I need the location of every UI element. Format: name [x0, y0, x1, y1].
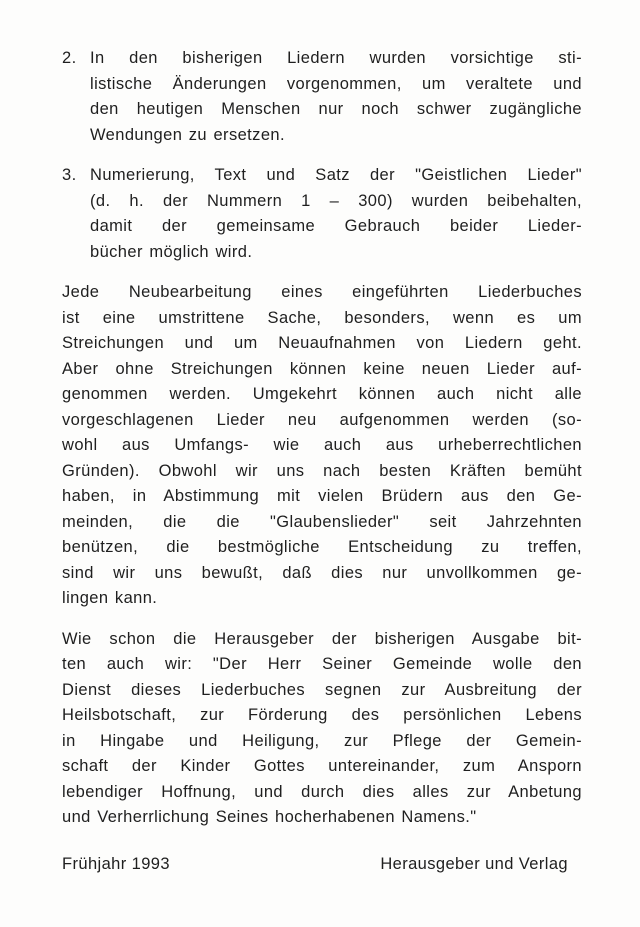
text-line: Heilsbotschaft, zur Förderung des persönlichen Lebens	[62, 706, 582, 724]
text-line: benützen, die bestmögliche Entscheidung zu treffen,	[62, 538, 582, 556]
text-line: in Hingabe und Heiligung, zur Pflege der Gemein-	[62, 731, 582, 750]
paragraph-1	[62, 280, 582, 612]
text-line: sind wir uns bewußt, daß dies nur unvollkommen ge-	[62, 563, 582, 582]
text-line: bücher möglich wird.	[90, 242, 253, 261]
text-line: Numerierung, Text und Satz der "Geistlichen Lieder"	[90, 166, 582, 184]
text-line: (d. h. der Nummern 1 – 300) wurden beibehalten,	[90, 191, 582, 210]
text-line: wohl aus Umfangs- wie auch aus urheberrechtlichen	[62, 436, 582, 454]
list-item-number: 3.	[62, 166, 77, 184]
text-line: In den bisherigen Liedern wurden vorsichtige sti-	[90, 49, 582, 67]
text-line: haben, in Abstimmung mit vielen Brüdern aus den Ge-	[62, 487, 582, 505]
text-line: Dienst dieses Liederbuches segnen zur Ausbreitung der	[62, 680, 582, 699]
text-line: ist eine umstrittene Sache, besonders, wenn es um	[62, 308, 582, 327]
text-line: Wendungen zu ersetzen.	[90, 125, 285, 144]
list-item-3	[62, 163, 582, 265]
list-item-text	[90, 163, 582, 265]
text-line: meinden, die die "Glaubenslieder" seit Jahrzehnten	[62, 512, 582, 531]
list-item-2	[62, 46, 582, 148]
text-line: damit der gemeinsame Gebrauch beider Lieder-	[90, 217, 582, 235]
footer-credit: Herausgeber und Verlag	[380, 854, 568, 873]
footer-date: Frühjahr 1993	[62, 854, 170, 873]
text-line: lebendiger Hoffnung, und durch dies alles zur Anbetung	[62, 782, 582, 801]
text-line: ten auch wir: "Der Herr Seiner Gemeinde wolle den	[62, 655, 582, 673]
list-item-number: 2.	[62, 49, 77, 67]
text-line: Gründen). Obwohl wir uns nach besten Kräften bemüht	[62, 461, 582, 480]
paragraph-2	[62, 627, 582, 831]
page-footer	[62, 855, 582, 874]
text-line: schaft der Kinder Gottes untereinander, zum Ansporn	[62, 757, 582, 775]
text-line: Jede Neubearbeitung eines eingeführten Liederbuches	[62, 283, 582, 301]
text-line: den heutigen Menschen nur noch schwer zugängliche	[90, 100, 582, 118]
list-item-text	[90, 46, 582, 148]
text-line: Aber ohne Streichungen können keine neuen Lieder auf-	[62, 359, 582, 378]
text-line: lingen kann.	[62, 589, 158, 607]
text-line: Streichungen und um Neuaufnahmen von Liedern geht.	[62, 334, 582, 352]
text-line: listische Änderungen vorgenommen, um veraltete und	[90, 74, 582, 93]
text-line: genommen werden. Umgekehrt können auch nicht alle	[62, 385, 582, 403]
text-line: vorgeschlagenen Lieder neu aufgenommen werden (so-	[62, 410, 582, 429]
text-line: und Verherrlichung Seines hocherhabenen Namens."	[62, 808, 477, 826]
text-line: Wie schon die Herausgeber der bisherigen Ausgabe bit-	[62, 629, 582, 648]
